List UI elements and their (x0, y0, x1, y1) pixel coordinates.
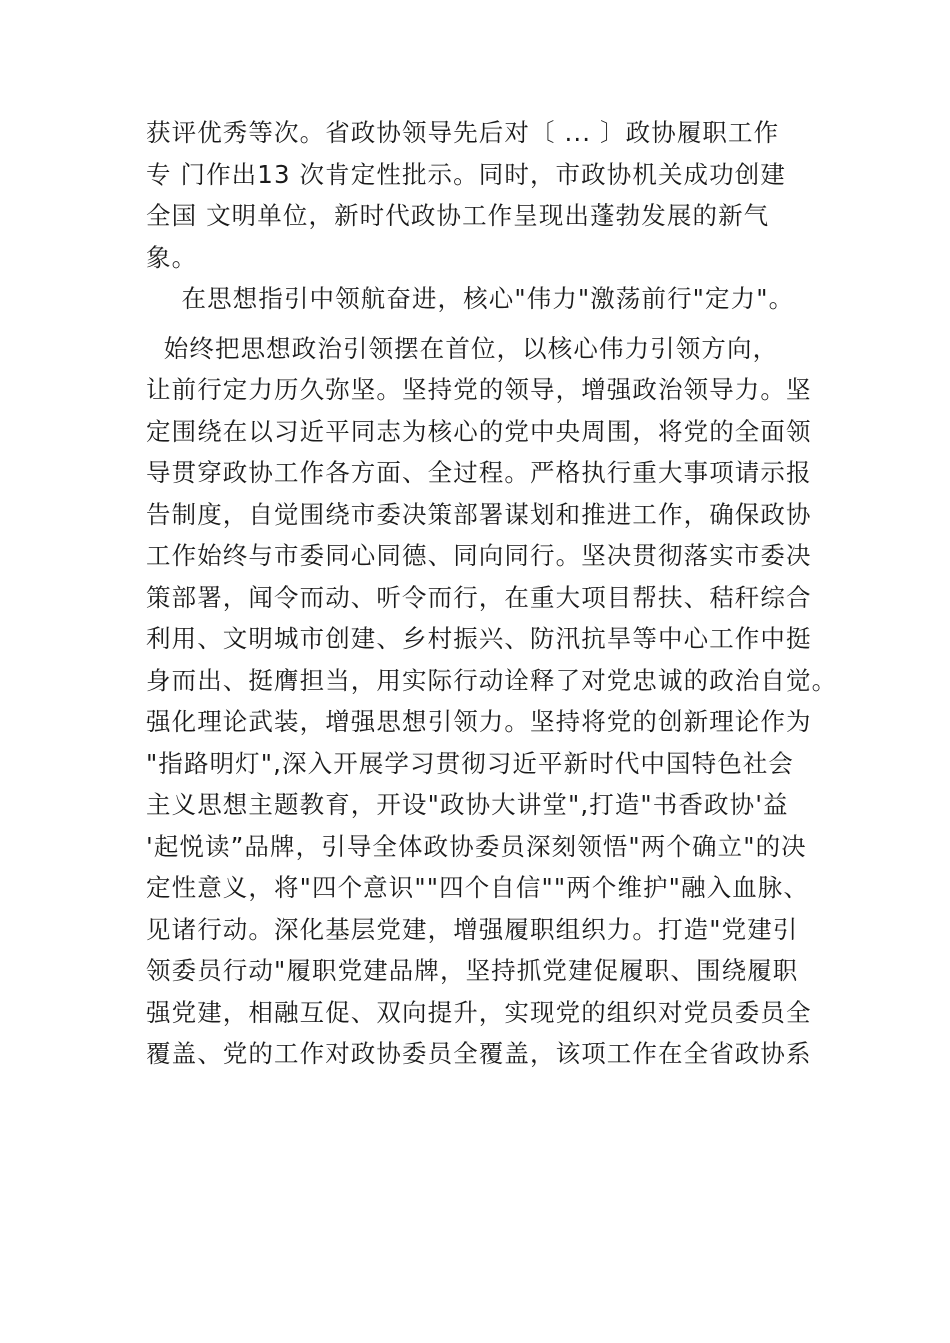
text-line: 全国 文明单位，新时代政协工作呈现出蓬勃发展的新气 (146, 201, 770, 230)
text-line: 获评优秀等次。省政协领导先后对〔 ... 〕政协履职工作 (146, 118, 780, 147)
paragraph-summary (146, 112, 810, 278)
text-line: 专 门作出13 次肯定性批示。同时，市政协机关成功创建 (146, 159, 786, 189)
text-line: 象。 (146, 242, 198, 272)
text-line: 覆盖、党的工作对政协委员全覆盖，该项工作在全省政协系 (146, 1039, 812, 1068)
text-line: 让前行定力历久弥坚。坚持党的领导，增强政治领导力。坚 (146, 375, 812, 404)
text-line: '起悦读”品牌，引导全体政协委员深刻领悟"两个确立"的决 (146, 831, 807, 861)
text-line: 告制度，自觉围绕市委决策部署谋划和推进工作，确保政协 (146, 499, 812, 529)
text-line: 强党建，相融互促、双向提升，实现党的组织对党员委员全 (146, 997, 812, 1027)
text-line: 利用、文明城市创建、乡村振兴、防汛抗旱等中心工作中挺 (146, 624, 812, 653)
text-line: 定围绕在以习近平同志为核心的党中央周围，将党的全面领 (146, 416, 812, 446)
text-line: "指路明灯",深入开展学习贯彻习近平新时代中国特色社会 (146, 748, 795, 778)
document-body (146, 112, 838, 1075)
text-line: 领委员行动"履职党建品牌，坚持抓党建促履职、围绕履职 (146, 956, 799, 985)
text-line: 身而出、挺膺担当，用实际行动诠释了对党忠诚的政治自觉。 (146, 665, 838, 695)
text-line: 见诸行动。深化基层党建，增强履职组织力。打造"党建引 (146, 914, 799, 944)
text-line: 强化理论武装，增强思想引领力。坚持将党的创新理论作为 (146, 707, 812, 736)
paragraph-body (146, 328, 838, 1075)
text-line: 始终把思想政治引领摆在首位，以核心伟力引领方向， (146, 333, 779, 363)
text-line: 导贯穿政协工作各方面、全过程。严格执行重大事项请示报 (146, 458, 812, 487)
text-line: 定性意义，将"四个意识""四个自信""两个维护"融入血脉、 (146, 873, 810, 902)
text-line: 主义思想主题教育，开设"政协大讲堂",打造"书香政协'益 (146, 790, 789, 819)
section-heading (146, 278, 810, 320)
text-line: 在思想指引中领航奋进，核心"伟力"激荡前行"定力"。 (146, 284, 795, 313)
text-line: 工作始终与市委同心同德、同向同行。坚决贯彻落实市委决 (146, 541, 812, 570)
text-line: 策部署，闻令而动、听令而行，在重大项目帮扶、秸秆综合 (146, 582, 812, 612)
